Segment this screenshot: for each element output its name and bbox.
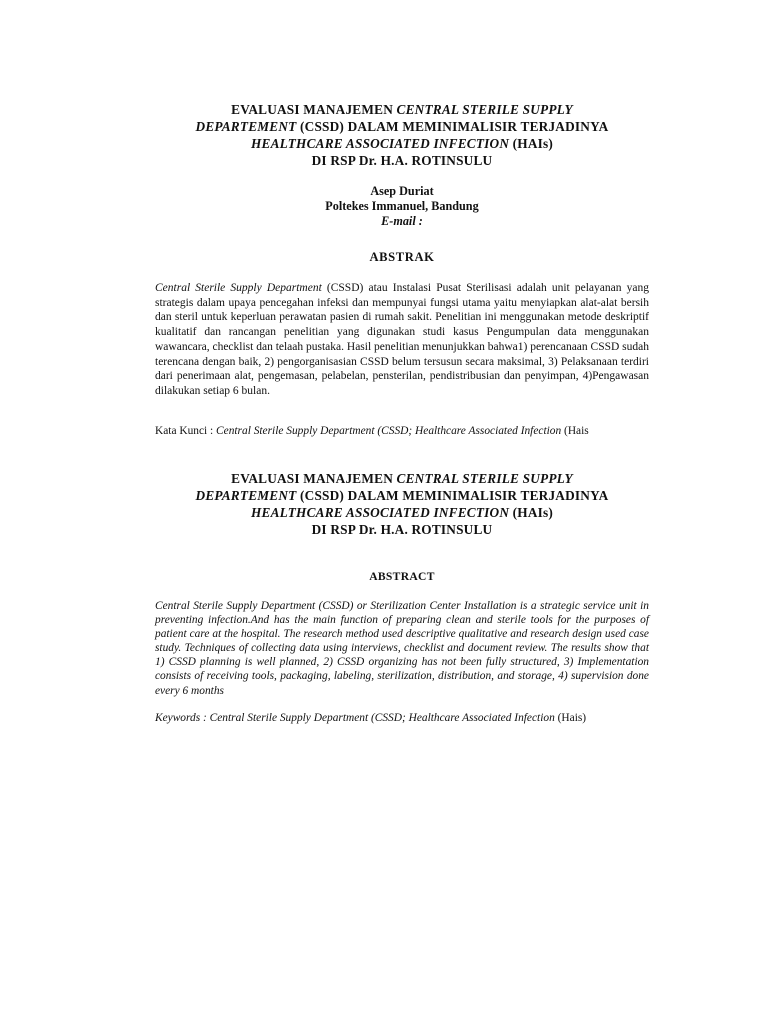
kata-kunci-line xyxy=(155,424,649,438)
title-italic-text: CENTRAL STERILE SUPPLY xyxy=(396,471,573,486)
title-italic-text: DEPARTEMENT xyxy=(195,488,297,503)
title-italic-text: HEALTHCARE ASSOCIATED INFECTION xyxy=(250,505,510,520)
author-block xyxy=(155,184,649,229)
author-email-label: E-mail : xyxy=(381,214,423,228)
title-text: EVALUASI MANAJEMEN xyxy=(231,471,397,486)
kata-kunci-italic: Central Sterile Supply Department (CSSD; Healthcare Associated Infection xyxy=(216,425,562,437)
title-line-1 xyxy=(155,470,649,487)
title-line-4: DI RSP Dr. H.A. ROTINSULU xyxy=(311,522,493,537)
title-text: (CSSD) DALAM MEMINIMALISIR TERJADINYA xyxy=(296,488,609,503)
keywords-line xyxy=(155,711,649,725)
title-text: (HAIs) xyxy=(509,136,554,151)
title-italic-text: HEALTHCARE ASSOCIATED INFECTION xyxy=(250,136,510,151)
author-affiliation: Poltekes Immanuel, Bandung xyxy=(325,199,479,213)
keywords-rest: (Hais) xyxy=(554,712,587,724)
title-line-1 xyxy=(155,101,649,118)
abstract-paragraph: Central Sterile Supply Department (CSSD) or Sterilization Center Installation is a strategic service unit in preventing infection.And has the main function of preparing clean and sterile tools for the purposes of patient care at the hospital. The research method used descriptive qualitative and research design used case study. Techniques of collecting data using interviews, checklist and document review. The results show that 1) CSSD planning is well planned, 2) CSSD organizing has not been fully structured, 3) Implementation consists of receiving tools, packaging, labeling, sterilization, distribution, and storage, 4) supervision done every 6 months xyxy=(155,600,649,697)
title-italic-text: DEPARTEMENT xyxy=(195,119,297,134)
title-line-3 xyxy=(155,504,649,521)
title-text: (CSSD) DALAM MEMINIMALISIR TERJADINYA xyxy=(296,119,609,134)
keywords-italic: Keywords : Central Sterile Supply Department (CSSD; Healthcare Associated Infection xyxy=(155,712,555,724)
title-italic-text: CENTRAL STERILE SUPPLY xyxy=(396,102,573,117)
kata-kunci-label: Kata Kunci : xyxy=(155,425,217,437)
abstract-body xyxy=(155,599,649,698)
abstrak-lead-italic: Central Sterile Supply Department xyxy=(155,282,322,294)
abstrak-body xyxy=(155,281,649,399)
abstrak-text: (CSSD) atau Instalasi Pusat Sterilisasi adalah unit pelayanan yang strategis dalam upaya pencegahan infeksi dan mempunyai fungsi utama yaitu menyiapkan alat-alat bersih dan steril untuk keperluan perawatan pasien di rumah sakit. Penelitian ini menggunakan metode deskriptif kualitatif dan rancangan penelitian yang digunakan studi kasus Pengumpulan data menggunakan wawancara, checklist dan telaah pustaka. Hasil penelitian menunjukkan bahwa1) perencanaan CSSD sudah terencana dengan baik, 2) pengorganisasian CSSD belum tersusun secara maksimal, 3) Pelaksanaan terdiri dari penerimaan alat, pengemasan, pelabelan, pensterilan, pendistribusian dan penyimpan, 4)Pengawasan dilakukan setiap 6 bulan. xyxy=(155,282,650,397)
title-line-3 xyxy=(155,135,649,152)
title-line-2 xyxy=(155,118,649,135)
keywords xyxy=(155,711,649,725)
abstrak-heading: ABSTRAK xyxy=(369,250,435,264)
title-text: EVALUASI MANAJEMEN xyxy=(231,102,397,117)
title-line-4: DI RSP Dr. H.A. ROTINSULU xyxy=(311,153,493,168)
title-line-2 xyxy=(155,487,649,504)
title-indonesian xyxy=(155,101,649,169)
title-english xyxy=(155,470,649,538)
kata-kunci xyxy=(155,424,649,438)
title-text: (HAIs) xyxy=(509,505,554,520)
abstract-heading-wrap xyxy=(155,570,649,583)
abstrak-heading-wrap xyxy=(155,250,649,265)
abstract-heading: ABSTRACT xyxy=(369,570,435,583)
author-name: Asep Duriat xyxy=(370,184,434,198)
abstrak-paragraph xyxy=(155,281,649,399)
kata-kunci-rest: (Hais xyxy=(561,425,589,437)
